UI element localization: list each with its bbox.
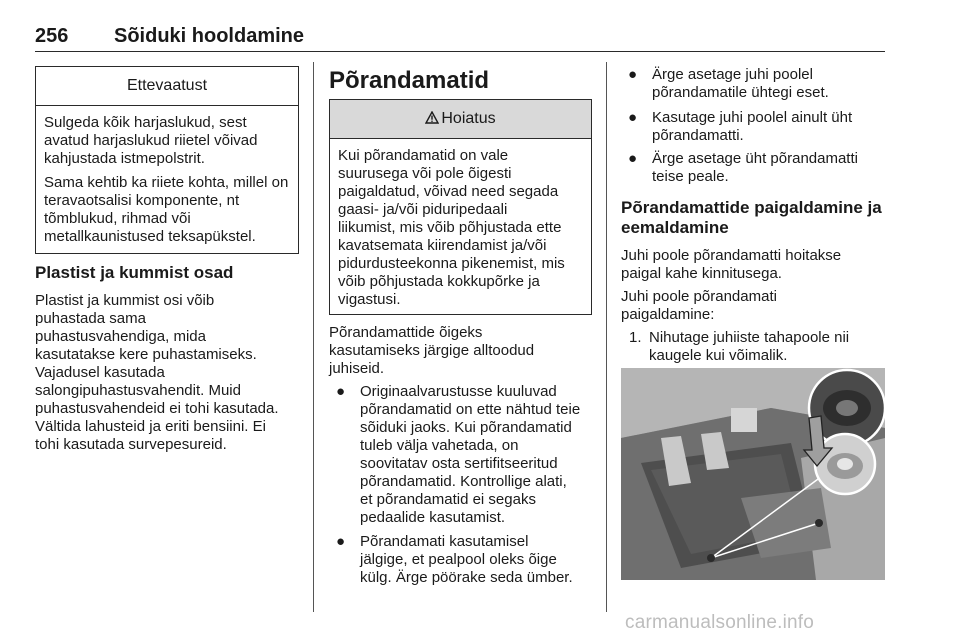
plastic-text: Plastist ja kummist osi võib puhastada sama puhastusvahendiga, mida kasutatakse kere puhastamiseks. Vajadusel kasutada salongipuhastusvahendit. Muid puhastusvahendeid ei tohi kasutada. Vältida lahusteid ja eriti bensiini. Ei tohi kasutada survepesureid. [35, 292, 279, 453]
bullet-marker: ● [628, 150, 638, 167]
install-paragraph: Juhi poole põrandamatti hoitakse paigal kahe kinnitusega. [621, 247, 842, 282]
warning-box [329, 99, 592, 315]
list-item: ● Ärge asetage üht põrandamatti teise peale. [628, 150, 858, 185]
page-header [35, 25, 885, 52]
warning-header [330, 100, 591, 139]
install-heading: Põrandamattide paigaldamine ja eemaldamine [621, 198, 882, 237]
bullet-marker: ● [628, 66, 638, 83]
install-paragraph: Juhi poole põrandamati paigaldamine: [621, 288, 777, 323]
floormats-heading: Põrandamatid [329, 67, 490, 94]
list-item: ● Kasutage juhi poolel ainult üht põrandamatti. [628, 109, 853, 144]
column-divider-1 [313, 62, 314, 612]
step-number: 1. [629, 329, 642, 346]
page-number: 256 [35, 25, 69, 47]
list-item: ● Põrandamati kasutamisel jälgige, et pealpool oleks õige külg. Ärge pöörake seda ümber. [336, 533, 573, 586]
caution-box [35, 66, 299, 254]
chapter-title: Sõiduki hooldamine [114, 25, 305, 47]
list-item: ● Originaalvarustusse kuuluvad põrandamatid on ette nähtud teie sõiduki jaoks. Kui põrandamatid tuleb välja vahetada, on soovitatav osta sertifitseeritud põrandamatid. Kontrollige alati, et põrandamatid ei segaks pedaalide kasutamist. [336, 383, 581, 526]
list-item: ● Ärge asetage juhi poolel põrandamatile ühtegi eset. [628, 66, 829, 101]
caution-paragraph: Sulgeda kõik harjaslukud, sest avatud harjaslukud riietel võivad kahjustada istmepolstrit. [44, 114, 258, 167]
warning-title: Hoiatus [441, 110, 496, 127]
warning-triangle-icon [425, 111, 439, 128]
bullet-marker: ● [336, 533, 346, 550]
plastic-heading: Plastist ja kummist osad [35, 263, 234, 282]
warning-text: Kui põrandamatid on vale suurusega või pole õigesti paigaldatud, võivad need segada gaasi- ja/või piduripedaali liikumist, mis võib põhjustada ette kavatsemata kiirendamist ja/või pidurdusteekonna pikenemist, mis võib põhjustada kokkupõrke ja vigastusi. [338, 147, 565, 308]
floor-mat-fastener-illustration [621, 368, 885, 580]
caution-title: Ettevaatust [36, 67, 298, 106]
floormats-intro: Põrandamattide õigeks kasutamiseks järgige alltoodud juhiseid. [329, 324, 535, 377]
caution-paragraph: Sama kehtib ka riiete kohta, millel on teravaotsalisi komponente, nt tõmblukud, rihmad või metallkaunistused teksapükstel. [44, 174, 289, 245]
install-step: 1. Nihutage juhiiste tahapoole nii kaugele kui võimalik. [629, 329, 850, 364]
column-divider-2 [606, 62, 607, 612]
watermark: carmanualsonline.info [625, 612, 815, 633]
bullet-marker: ● [628, 109, 638, 126]
bullet-marker: ● [336, 383, 346, 400]
